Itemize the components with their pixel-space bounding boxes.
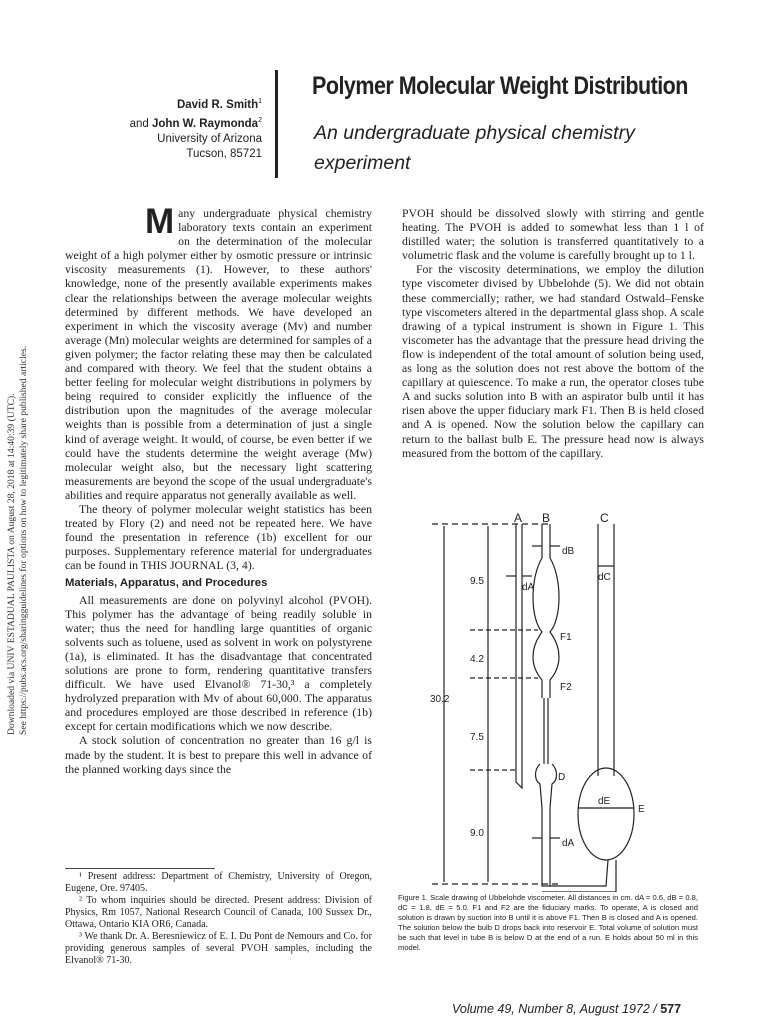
page-number: 577 xyxy=(660,1002,682,1016)
stock-solution-paragraph: A stock solution of concentration no greater than 16 g/l is made by the student. It is best to prepare this well in advance of the planned working days since the xyxy=(65,733,372,776)
right-column xyxy=(402,206,704,460)
watermark-svg xyxy=(2,180,32,740)
reservoir-e xyxy=(578,768,634,860)
label-d: D xyxy=(558,772,566,783)
author-block xyxy=(90,94,262,162)
footnotes xyxy=(65,871,372,967)
left-column xyxy=(65,202,372,776)
capillary xyxy=(544,698,548,764)
download-watermark xyxy=(2,180,32,740)
label-de: dE xyxy=(598,796,611,807)
footer-separator: / xyxy=(649,1002,661,1016)
watermark-line-2: See https://pubs.acs.org/sharingguidelines for options on how to legitimately share published articles. xyxy=(18,345,29,735)
section-heading: Materials, Apparatus, and Procedures xyxy=(65,577,268,590)
label-f1: F1 xyxy=(560,632,572,643)
viscometer-drawing xyxy=(430,508,700,892)
page-footer xyxy=(452,1002,681,1016)
bulb-d xyxy=(536,764,557,886)
dimension-4-2: 4.2 xyxy=(470,654,484,665)
footnote-1: ¹ Present address: Department of Chemistry, University of Oregon, Eugene, Ore. 97405. xyxy=(65,871,372,894)
label-c: C xyxy=(600,511,609,525)
header-divider xyxy=(275,70,278,178)
label-b: B xyxy=(542,511,551,525)
label-da-top: dA xyxy=(522,582,535,593)
watermark-line-1: Downloaded via UNIV ESTADUAL PAULISTA on August 28, 2018 at 14:40:39 (UTC). xyxy=(6,393,17,735)
footnote-3: ³ We thank Dr. A. Beresniewicz of E. I. Du Pont de Nemours and Co. for providing generous samples of several PVOH samples, including the Elvanol® 71-30. xyxy=(65,931,372,966)
pvoh-paragraph: PVOH should be dissolved slowly with stirring and gentle heating. The PVOH is added to somewhat less than 1 l of distilled water; the solution is transferred quantitatively to a volumetric flask and the volume is carefully brought up to 1 l. xyxy=(402,206,704,263)
label-a: A xyxy=(514,511,523,525)
tube-b-bulb-right xyxy=(550,558,559,698)
author-1: David R. Smith$^1$ xyxy=(176,98,262,111)
dimension-9-5: 9.5 xyxy=(470,576,484,587)
affiliation: University of Arizona xyxy=(157,132,262,145)
article-title: Polymer Molecular Weight Distribution xyxy=(312,72,688,100)
label-db: dB xyxy=(562,546,575,557)
tube-c xyxy=(598,524,614,776)
bottom-connector xyxy=(550,860,608,886)
viscometer-paragraph: For the viscosity determinations, we employ the dilution type viscometer divised by Ubbelohde (5). We did not obtain these commercially; rather, we had standard Ostwald–Fenske type viscometers altered in the departmental glass shop. A scale drawing of a typical instrument is shown in Figure 1. This viscometer has the advantage that the pressure head driving the flow is independent of the total amount of solution being used, as long as the solution does not rest above the bottom of the capillary at quiescence. To make a run, the operator closes tube A and sucks solution into B with an aspirator bulb until it has risen above the upper fiduciary mark F1. Then B is held closed and A is opened. Now the solution below the capillary can return to the ballast bulb E. The pressure head now is always measured from the bottom of the capillary. xyxy=(402,262,704,460)
materials-paragraph: All measurements are done on polyvinyl alcohol (PVOH). This polymer has the advantage of being readily soluble in water; thus the need for handling large quantities of organic solvents such as toluene, used as solvent in work on polystyrene (1a), is eliminated. It has the disadvantage that concentrated solutions are prone to form, rendering quantitative transfers difficult. We have used Elvanol® 71-30,³ a completely hydrolyzed preparation with Mv of about 60,000. The apparatus and procedures employed are those described in reference (1b) except for certain modifications which we now describe. xyxy=(65,592,372,734)
footnote-2: ² To whom inquiries should be directed. Present address: Division of Physics, Rm 1057, National Research Council of Canada, 100 Sussex Dr., Ottawa, Ontario KIA OR6, Canada. xyxy=(65,895,372,930)
theory-paragraph: The theory of polymer molecular weight statistics has been treated by Flory (2) and need not be repeated here. We have found the presentation in reference (1b) excellent for our purposes. Supplementary reference material for undergraduates can be found in THIS JOURNAL (3, 4). xyxy=(65,501,372,573)
tube-a xyxy=(516,524,522,788)
dimension-30-2: 30.2 xyxy=(430,694,450,705)
footnote-divider xyxy=(65,868,215,869)
bottom-connector-outer xyxy=(542,860,616,892)
tube-b-bulb-left xyxy=(533,558,542,698)
label-e: E xyxy=(638,804,645,815)
affiliation-city: Tucson, 85721 xyxy=(186,147,262,160)
viscometer-figure xyxy=(430,508,700,892)
figure-caption: Figure 1. Scale drawing of Ubbelohde viscometer. All distances in cm. dA = 0.6, dB = 0.8, dC = 1.8, dE = 5.0. F1 and F2 are the fiduciary marks. To operate, A is closed and solution is drawn by suction into B until it is above F1. Then B is closed and A is opened. The solution below the bulb D drops back into reservoir E. Total volume of solution must be such that level in tube B is below D at the end of a run. E holds about 50 ml in this model. xyxy=(398,893,698,952)
label-dc: dC xyxy=(598,572,611,583)
label-da-bottom: dA xyxy=(562,838,575,849)
author-2: and John W. Raymonda$^2$ xyxy=(129,116,262,130)
dimension-7-5: 7.5 xyxy=(470,732,484,743)
dimension-9-0: 9.0 xyxy=(470,828,484,839)
article-subtitle: An undergraduate physical chemistry experiment xyxy=(314,122,635,174)
label-f2: F2 xyxy=(560,682,572,693)
intro-paragraph: Many undergraduate physical chemistry laboratory texts contain an experiment on the determination of the molecular weight of a high polymer either by osmotic pressure or intrinsic viscosity measurements (1). However, to these authors' knowledge, none of the presently available experiments makes clear the relationships between the average molecular weights determined by different methods. We have developed an experiment in which the viscosity average (Mv) and number average (Mn) molecular weights are determined for samples of a given polymer; the factor relating these may then be calculated and compared with theory. We feel that the student obtains a better feeling for molecular weight distributions in polymers by being required to consider explicitly the influence of the distribution upon the magnitudes of the average molecular weights than is possible from a determination of just a single kind of average weight. It would, of course, be even better if we could have the students determine the weight average (Mw) molecular weight also, but the necessary light scattering measurements are beyond the scope of the usual undergraduate's abilities and require apparatus not generally available as well. xyxy=(65,202,372,502)
drop-cap: M xyxy=(145,202,175,241)
journal-issue: Volume 49, Number 8, August 1972 xyxy=(452,1002,650,1016)
